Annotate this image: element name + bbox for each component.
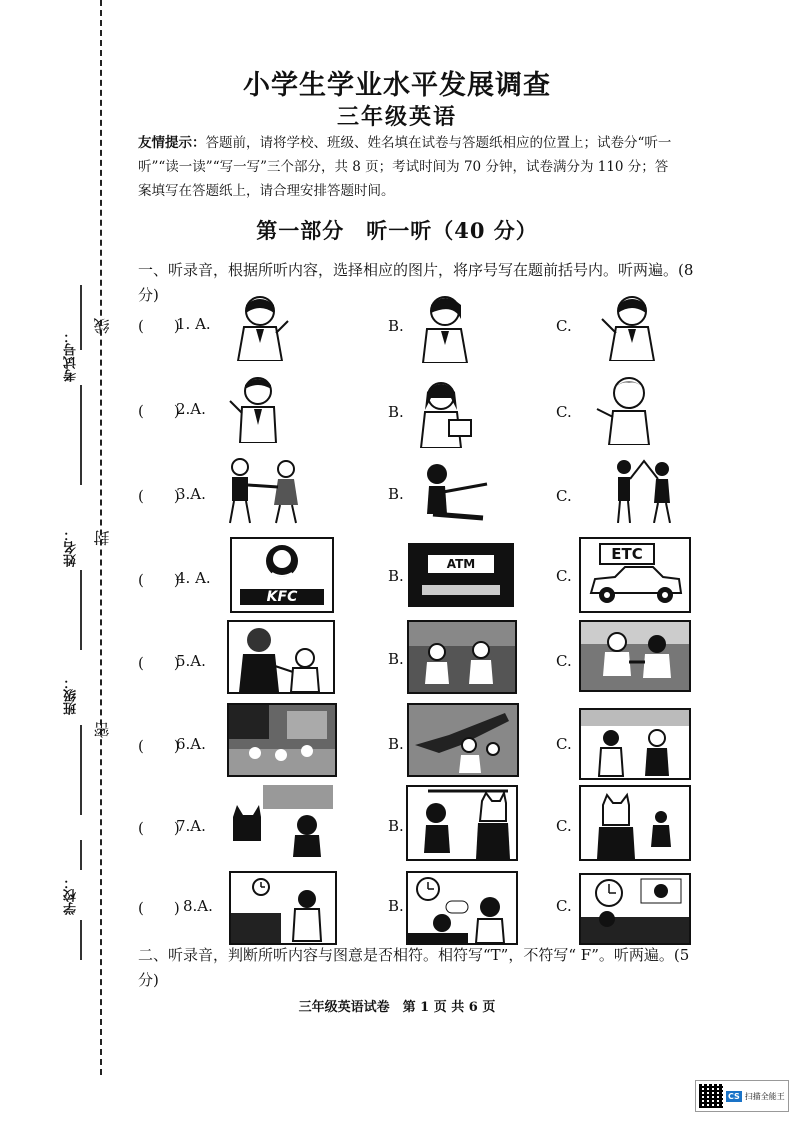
question-number: 1. A. xyxy=(176,315,211,333)
atm-label: ATM xyxy=(428,555,494,573)
option-b-label: B. xyxy=(388,485,404,503)
picture-girl-thinking[interactable] xyxy=(413,293,473,363)
picture-two-people-arms-up[interactable] xyxy=(608,457,678,523)
option-c-label: C. xyxy=(556,817,572,835)
question-row-7 xyxy=(138,785,698,863)
answer-blank[interactable]: ( ) xyxy=(138,487,180,505)
question-row-4 xyxy=(138,537,698,615)
question-number: 4. A. xyxy=(176,569,211,587)
picture-kids-outdoors[interactable] xyxy=(407,620,517,694)
option-b-label: B. xyxy=(388,897,404,915)
atm-slot xyxy=(422,585,500,595)
class-label: 班级： xyxy=(64,676,79,715)
notice-text: 答题前，请将学校、班级、姓名填在试卷与答题纸相应的位置上；试卷分“听一听”“读一读”“写一写”三个部分，共 8 页；考试时间为 70 分钟，试卷满分为 110 分；答案填写在答题纸上，请合理安排答题时间。 xyxy=(138,135,672,199)
section1-instruction: 一、听录音，根据所听内容，选择相应的图片，将序号写在题前括号内。听两遍。(8 分) xyxy=(138,261,694,304)
answer-blank[interactable]: ( ) xyxy=(138,654,180,672)
camscanner-logo: CS xyxy=(728,1091,740,1101)
option-c-label: C. xyxy=(556,567,572,585)
cut-mark-line: 线 xyxy=(93,318,112,334)
option-c-label: C. xyxy=(556,735,572,753)
name-label: 姓名： xyxy=(64,528,79,567)
picture-mother-and-boy[interactable] xyxy=(227,620,335,694)
picture-cat-and-mouse[interactable] xyxy=(579,785,691,861)
picture-girl-waving[interactable] xyxy=(598,293,658,361)
exam-title: 小学生学业水平发展调查 xyxy=(243,70,551,101)
answer-blank[interactable]: ( ) xyxy=(138,402,180,420)
question-row-3 xyxy=(138,457,698,535)
section2-instruction: 二、听录音，判断所听内容与图意是否相符。相符写“T”，不符写“ F”。听两遍。(5 分) xyxy=(138,946,690,989)
exam-number-rule xyxy=(80,285,82,350)
school-label: 学校： xyxy=(64,876,79,915)
answer-blank[interactable]: ( ) xyxy=(138,317,180,335)
picture-girl-sitting-stretching[interactable] xyxy=(413,462,491,528)
question-number: 8.A. xyxy=(183,897,213,915)
answer-blank[interactable]: ( ) xyxy=(138,899,180,917)
notice-label: 友情提示： xyxy=(138,135,206,151)
option-b-label: B. xyxy=(388,567,404,585)
notice xyxy=(138,131,678,203)
picture-two-kids-holding-hands[interactable] xyxy=(224,457,304,525)
answer-blank[interactable]: ( ) xyxy=(138,737,180,755)
scanner-watermark xyxy=(695,1080,789,1112)
etc-label: ETC xyxy=(599,543,655,565)
picture-etc-car[interactable] xyxy=(579,537,691,613)
question-number: 5.A. xyxy=(176,652,206,670)
picture-monkey-and-cat[interactable] xyxy=(406,785,518,861)
picture-girl-greeting[interactable] xyxy=(230,293,290,361)
kfc-logo-text: KFC xyxy=(240,589,324,605)
option-b-label: B. xyxy=(388,735,404,753)
option-c-label: C. xyxy=(556,652,572,670)
cut-mark-secret: 密 xyxy=(93,722,112,738)
option-c-label: C. xyxy=(556,317,572,335)
picture-boy-waving[interactable] xyxy=(226,375,288,443)
class-rule xyxy=(80,725,82,815)
answer-blank[interactable]: ( ) xyxy=(138,819,180,837)
option-b-label: B. xyxy=(388,317,404,335)
answer-blank[interactable]: ( ) xyxy=(138,571,180,589)
picture-indoor-people[interactable] xyxy=(579,708,691,780)
exam-subtitle: 三年级英语 xyxy=(336,104,457,130)
option-b-label: B. xyxy=(388,817,404,835)
question-number: 3.A. xyxy=(176,485,206,503)
school-rule-2 xyxy=(80,920,82,960)
exam-number-label: 考试号： xyxy=(64,330,79,382)
picture-kfc-sign[interactable] xyxy=(230,537,334,613)
question-row-2 xyxy=(138,375,698,453)
camscanner-text: 扫描全能王 xyxy=(744,1091,785,1101)
option-c-label: C. xyxy=(556,403,572,421)
picture-street-scene[interactable] xyxy=(227,703,337,777)
picture-woman-with-book[interactable] xyxy=(413,380,475,448)
question-number: 6.A. xyxy=(176,735,206,753)
question-number: 2.A. xyxy=(176,400,206,418)
picture-clock-talking[interactable] xyxy=(406,871,518,945)
question-number: 7.A. xyxy=(176,817,206,835)
part1-title: 第一部分 听一听（40 分） xyxy=(256,218,538,243)
picture-clock-desk[interactable] xyxy=(579,873,691,945)
picture-crocodile[interactable] xyxy=(407,703,519,777)
cut-mark-seal: 封 xyxy=(93,530,112,546)
question-row-5 xyxy=(138,620,698,698)
question-row-8 xyxy=(138,867,698,945)
picture-kids-shaking-hands[interactable] xyxy=(579,620,691,692)
question-row-1 xyxy=(138,293,698,371)
qr-code-icon xyxy=(699,1084,723,1108)
option-b-label: B. xyxy=(388,403,404,421)
name-rule xyxy=(80,570,82,650)
option-c-label: C. xyxy=(556,487,572,505)
school-rule xyxy=(80,840,82,870)
picture-cat-characters[interactable] xyxy=(227,785,333,857)
picture-atm-machine[interactable] xyxy=(408,543,514,607)
picture-kitchen-clock[interactable] xyxy=(229,871,337,945)
exam-number-rule-2 xyxy=(80,385,82,485)
option-c-label: C. xyxy=(556,897,572,915)
picture-grandma[interactable] xyxy=(593,375,659,445)
option-b-label: B. xyxy=(388,650,404,668)
question-row-6 xyxy=(138,703,698,781)
page-footer: 三年级英语试卷 第 1 页 共 6 页 xyxy=(298,1000,496,1015)
